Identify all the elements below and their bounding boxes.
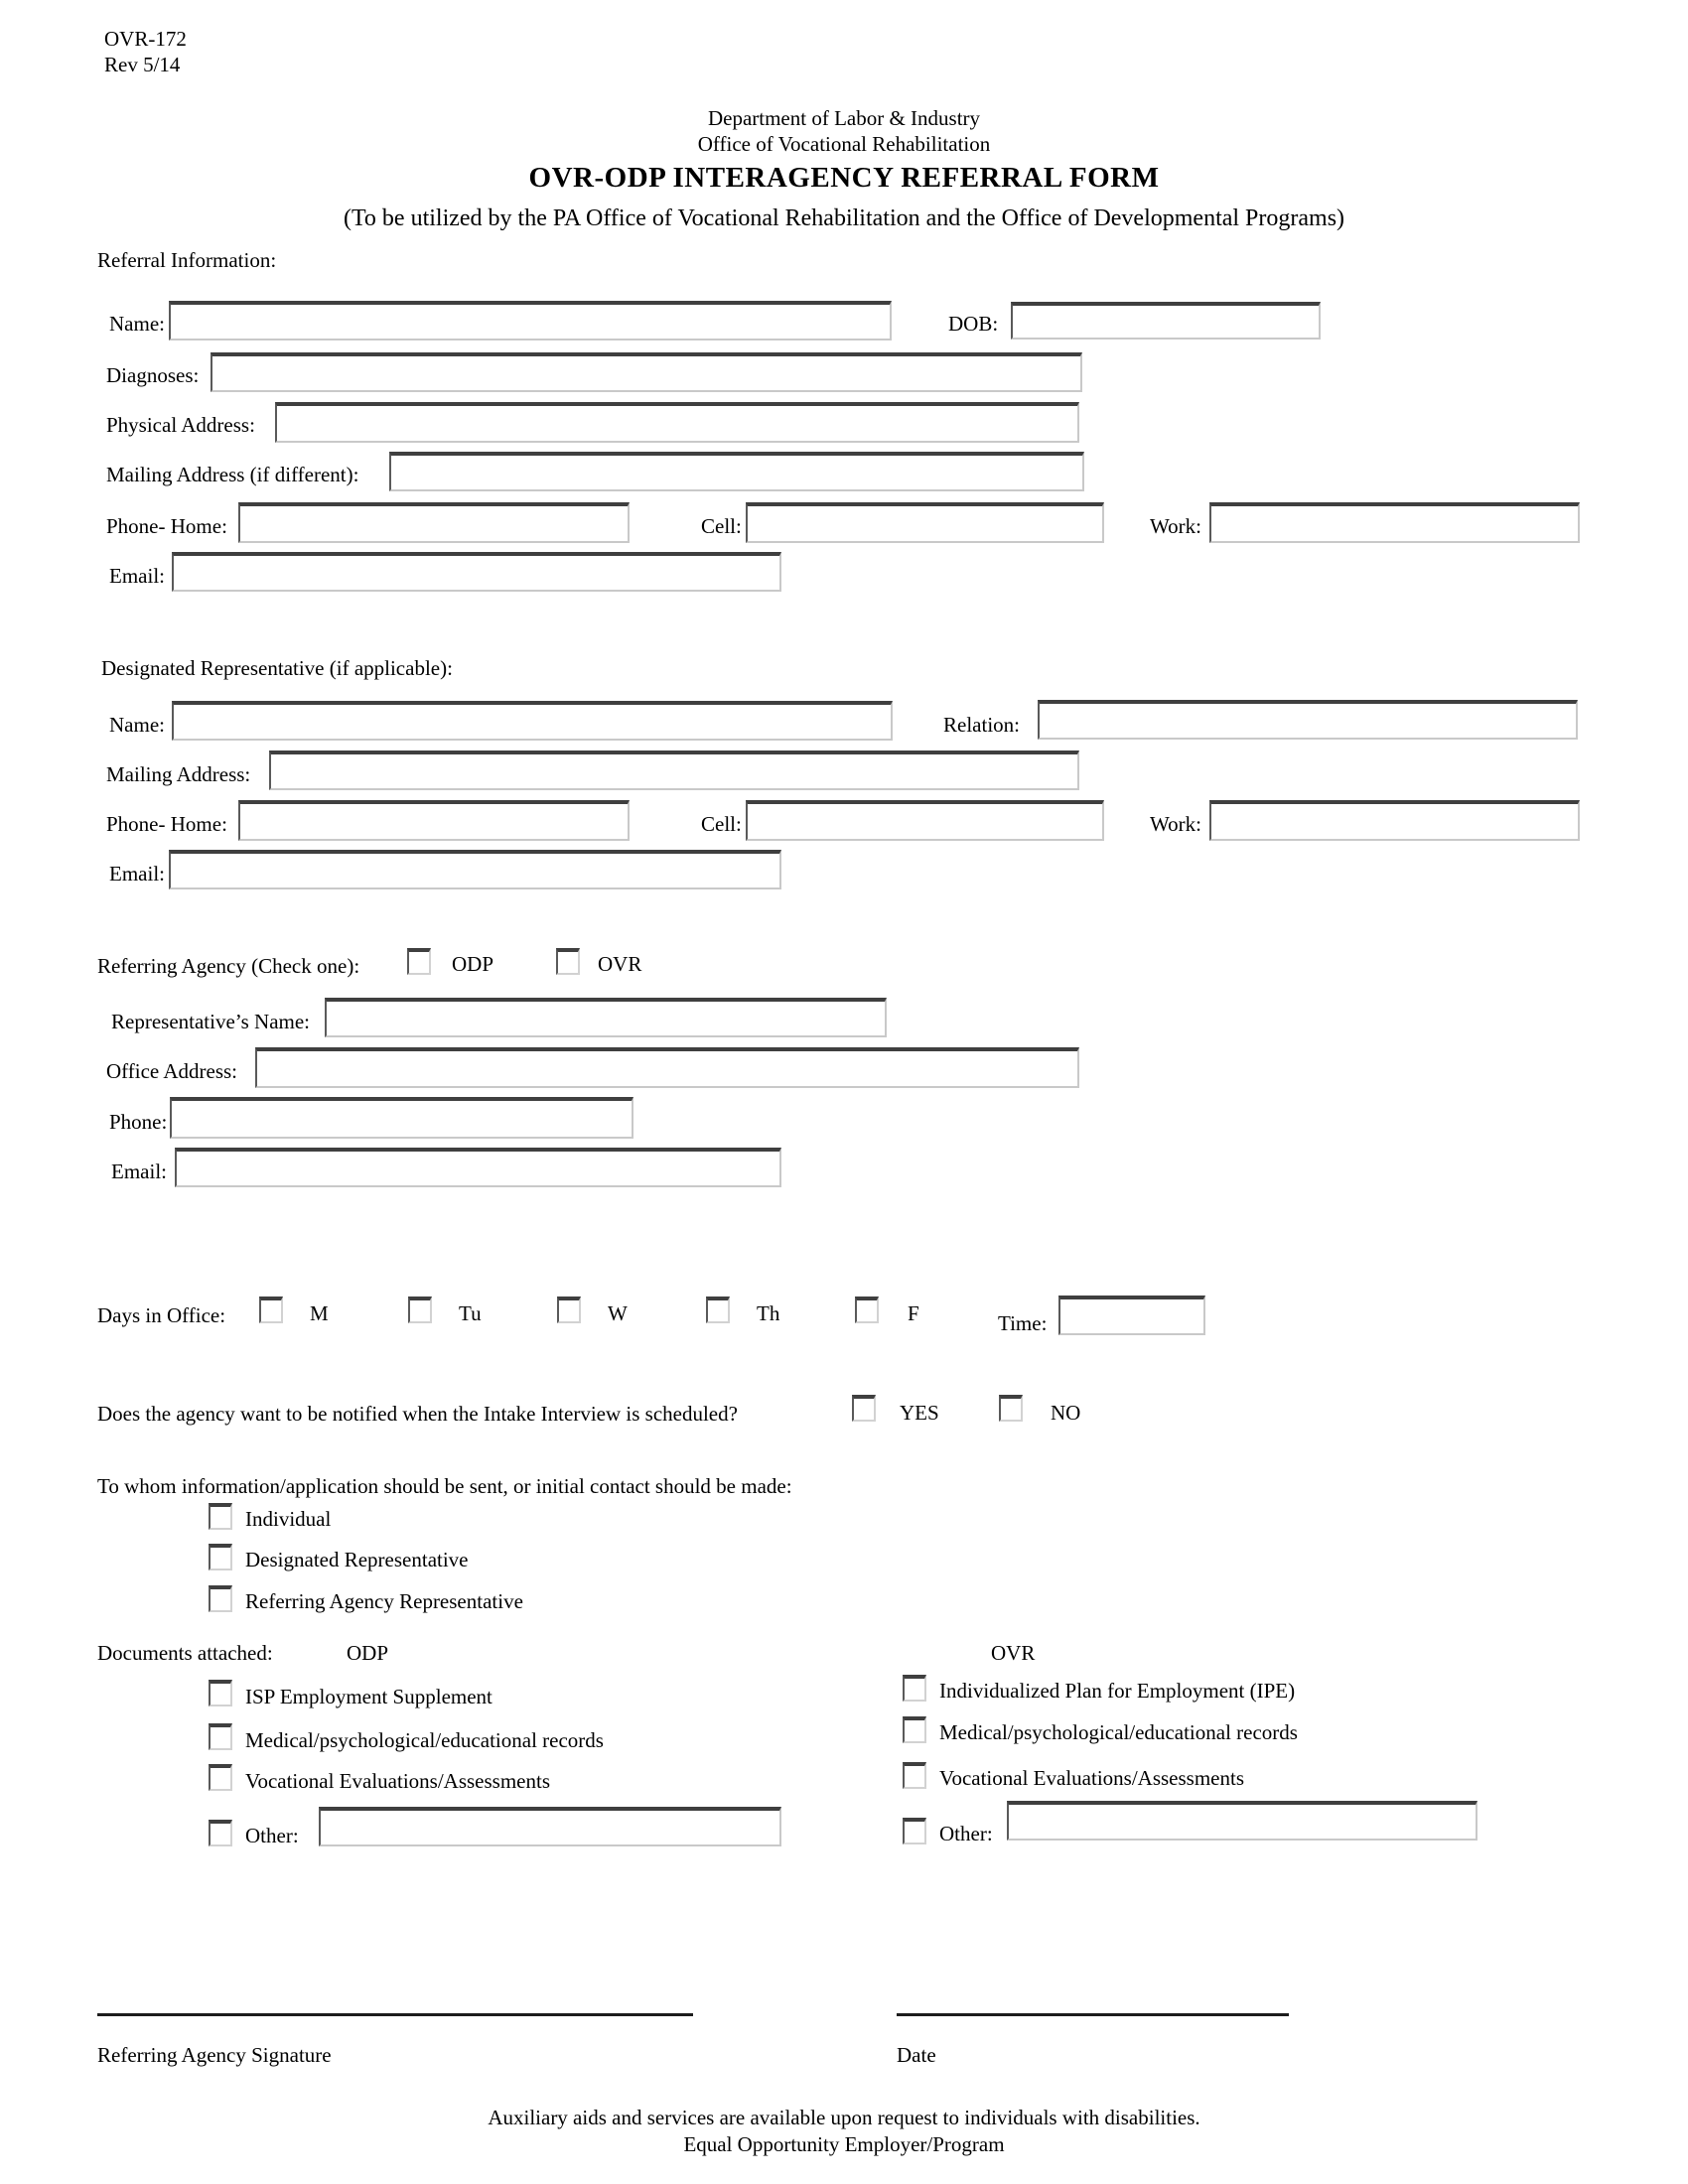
- rep-mailing-address-input[interactable]: [269, 751, 1079, 790]
- odp-other-input[interactable]: [319, 1807, 781, 1846]
- referral-physical-address-label: Physical Address:: [106, 413, 255, 437]
- form-id-block: [104, 26, 187, 77]
- footer-eeo-note: Equal Opportunity Employer/Program: [683, 2132, 1005, 2156]
- agency-phone-input[interactable]: [170, 1097, 633, 1139]
- rep-relation-input[interactable]: [1038, 700, 1578, 740]
- referral-work-input[interactable]: [1209, 502, 1580, 543]
- day-f-label: F: [908, 1301, 919, 1325]
- days-in-office-heading: Days in Office:: [97, 1303, 226, 1327]
- contact-individual-checkbox[interactable]: [209, 1503, 232, 1530]
- ovr-vocational-evaluations-label: Vocational Evaluations/Assessments: [939, 1766, 1244, 1790]
- ovr-checkbox[interactable]: [556, 948, 580, 975]
- odp-other-checkbox[interactable]: [209, 1820, 232, 1846]
- day-w-checkbox[interactable]: [557, 1297, 581, 1323]
- time-input[interactable]: [1058, 1296, 1205, 1335]
- form-subtitle: (To be utilized by the PA Office of Vocational Rehabilitation and the Office of Developmental Programs): [343, 205, 1345, 231]
- representative-section-heading: Designated Representative (if applicable):: [101, 656, 453, 680]
- rep-phone-home-label: Phone- Home:: [106, 812, 227, 836]
- notify-question: Does the agency want to be notified when the Intake Interview is scheduled?: [97, 1402, 738, 1426]
- referral-work-label: Work:: [1150, 514, 1201, 538]
- page-title: OVR-ODP INTERAGENCY REFERRAL FORM: [528, 162, 1160, 194]
- day-m-checkbox[interactable]: [259, 1297, 283, 1323]
- rep-phone-home-input[interactable]: [238, 800, 630, 841]
- agency-rep-name-label: Representative’s Name:: [111, 1010, 311, 1033]
- ovr-vocational-evaluations-checkbox[interactable]: [903, 1762, 926, 1789]
- rep-work-input[interactable]: [1209, 800, 1580, 841]
- referral-dob-label: DOB:: [948, 312, 999, 336]
- documents-heading: Documents attached:: [97, 1641, 273, 1665]
- odp-medical-records-label: Medical/psychological/educational records: [245, 1728, 604, 1752]
- agency-rep-name-input[interactable]: [325, 998, 887, 1037]
- referral-name-input[interactable]: [169, 301, 892, 341]
- rep-email-input[interactable]: [169, 850, 781, 889]
- odp-isp-label: ISP Employment Supplement: [245, 1685, 492, 1708]
- day-w-label: W: [608, 1301, 628, 1325]
- documents-odp-heading: ODP: [347, 1641, 389, 1665]
- form-revision: Rev 5/14: [104, 53, 181, 76]
- ovr-checkbox-label: OVR: [598, 952, 642, 976]
- referral-mailing-address-label: Mailing Address (if different):: [106, 463, 359, 486]
- rep-work-label: Work:: [1150, 812, 1201, 836]
- rep-name-label: Name:: [109, 713, 165, 737]
- day-th-checkbox[interactable]: [706, 1297, 730, 1323]
- referral-physical-address-input[interactable]: [275, 402, 1079, 443]
- odp-checkbox[interactable]: [407, 948, 431, 975]
- odp-checkbox-label: ODP: [452, 952, 494, 976]
- referral-name-label: Name:: [109, 312, 165, 336]
- rep-name-input[interactable]: [172, 701, 893, 741]
- ovr-ipe-checkbox[interactable]: [903, 1675, 926, 1702]
- contact-individual-label: Individual: [245, 1507, 332, 1531]
- time-label: Time:: [998, 1311, 1048, 1335]
- ovr-ipe-label: Individualized Plan for Employment (IPE): [939, 1679, 1296, 1703]
- referral-dob-input[interactable]: [1011, 302, 1321, 340]
- agency-section-heading: Referring Agency (Check one):: [97, 954, 360, 978]
- rep-relation-label: Relation:: [943, 713, 1020, 737]
- referral-diagnoses-label: Diagnoses:: [106, 363, 200, 387]
- agency-email-label: Email:: [111, 1160, 167, 1183]
- date-line: [897, 2013, 1289, 2016]
- referral-section-heading: Referral Information:: [97, 248, 277, 272]
- contact-referring-agency-representative-checkbox[interactable]: [209, 1585, 232, 1612]
- referral-phone-home-label: Phone- Home:: [106, 514, 227, 538]
- referral-cell-input[interactable]: [746, 502, 1104, 543]
- form-header: [0, 105, 1688, 196]
- signature-label: Referring Agency Signature: [97, 2043, 332, 2067]
- odp-medical-records-checkbox[interactable]: [209, 1723, 232, 1750]
- day-m-label: M: [310, 1301, 329, 1325]
- odp-vocational-evaluations-checkbox[interactable]: [209, 1764, 232, 1791]
- agency-email-input[interactable]: [175, 1148, 781, 1187]
- day-th-label: Th: [757, 1301, 780, 1325]
- no-checkbox[interactable]: [999, 1395, 1023, 1422]
- referral-email-label: Email:: [109, 564, 165, 588]
- day-tu-label: Tu: [459, 1301, 482, 1325]
- ovr-medical-records-label: Medical/psychological/educational records: [939, 1720, 1298, 1744]
- ovr-other-checkbox[interactable]: [903, 1818, 926, 1844]
- contact-section-heading: To whom information/application should be sent, or initial contact should be made:: [97, 1474, 792, 1498]
- header-department: Department of Labor & Industry: [707, 106, 981, 130]
- rep-cell-label: Cell:: [701, 812, 742, 836]
- contact-designated-representative-label: Designated Representative: [245, 1548, 469, 1571]
- day-tu-checkbox[interactable]: [408, 1297, 432, 1323]
- ovr-medical-records-checkbox[interactable]: [903, 1716, 926, 1743]
- day-f-checkbox[interactable]: [855, 1297, 879, 1323]
- odp-vocational-evaluations-label: Vocational Evaluations/Assessments: [245, 1769, 550, 1793]
- referral-phone-home-input[interactable]: [238, 502, 630, 543]
- no-label: NO: [1051, 1401, 1081, 1425]
- form-number: OVR-172: [104, 27, 187, 51]
- odp-other-label: Other:: [245, 1824, 299, 1847]
- odp-isp-checkbox[interactable]: [209, 1680, 232, 1706]
- footer-accessibility-note: Auxiliary aids and services are available upon request to individuals with disabilities.: [488, 2106, 1200, 2129]
- documents-ovr-heading: OVR: [991, 1641, 1036, 1665]
- agency-office-address-input[interactable]: [255, 1047, 1079, 1088]
- yes-checkbox[interactable]: [852, 1395, 876, 1422]
- referral-mailing-address-input[interactable]: [389, 452, 1084, 491]
- referral-diagnoses-input[interactable]: [211, 352, 1082, 392]
- rep-mailing-address-label: Mailing Address:: [106, 762, 251, 786]
- referral-cell-label: Cell:: [701, 514, 742, 538]
- rep-cell-input[interactable]: [746, 800, 1104, 841]
- date-label: Date: [897, 2043, 936, 2067]
- agency-phone-label: Phone:: [109, 1110, 168, 1134]
- signature-line: [97, 2013, 693, 2016]
- contact-referring-agency-representative-label: Referring Agency Representative: [245, 1589, 523, 1613]
- header-office: Office of Vocational Rehabilitation: [697, 132, 991, 156]
- contact-designated-representative-checkbox[interactable]: [209, 1544, 232, 1570]
- referral-email-input[interactable]: [172, 552, 781, 592]
- agency-office-address-label: Office Address:: [106, 1059, 237, 1083]
- ovr-other-input[interactable]: [1007, 1801, 1477, 1841]
- ovr-other-label: Other:: [939, 1822, 993, 1845]
- yes-label: YES: [900, 1401, 939, 1425]
- rep-email-label: Email:: [109, 862, 165, 886]
